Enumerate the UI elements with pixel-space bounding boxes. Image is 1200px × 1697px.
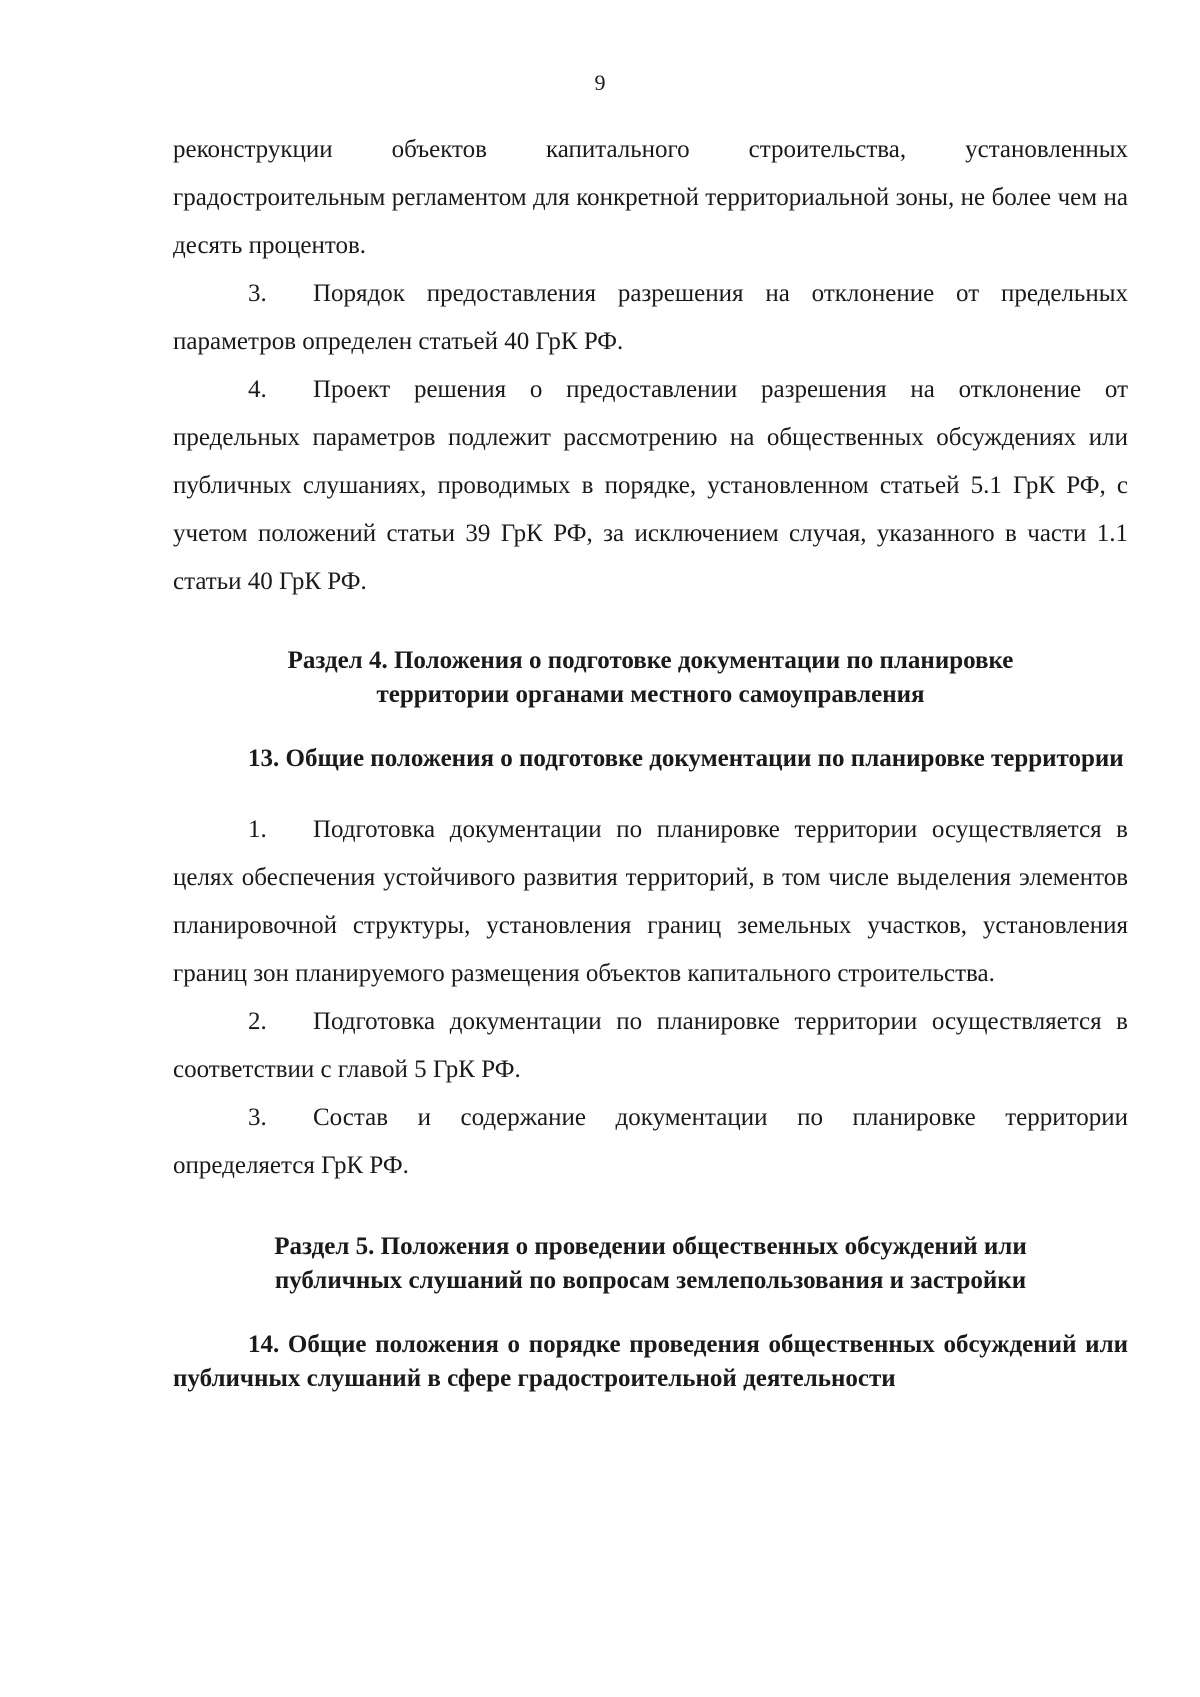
list-item-number: 1. — [248, 816, 267, 843]
article-13-title: 13. Общие положения о подготовке документации по планировке территории — [248, 745, 1124, 772]
section-5-title — [173, 1230, 1128, 1298]
section-4-title — [173, 644, 1128, 712]
article-13-item-2 — [173, 998, 1128, 1094]
list-item-number: 3. — [248, 1104, 267, 1131]
list-item-number: 2. — [248, 1008, 267, 1035]
section-4-title-line1: Раздел 4. Положения о подготовке документации по планировке — [287, 647, 1014, 674]
article-13-item-1 — [173, 806, 1128, 998]
list-item-number: 3. — [248, 280, 267, 307]
paragraph-continuation: реконструкции объектов капитального строительства, установленных градостроительным регламентом для конкретной территориальной зоны, не более чем на десять процентов. — [173, 136, 1128, 259]
list-item-text: Состав и содержание документации по планировке территории определяется ГрК РФ. — [173, 1104, 1128, 1179]
list-item-text: Проект решения о предоставлении разрешения на отклонение от предельных параметров подлежит рассмотрению на общественных обсуждениях или публичных слушаниях, проводимых в порядке, установленном статьей 5.1 ГрК РФ, с учетом положений статьи 39 ГрК РФ, за исключением случая, указанного в части 1.1 статьи 40 ГрК РФ. — [173, 376, 1128, 595]
section-5-title-line1: Раздел 5. Положения о проведении общественных обсуждений или — [274, 1233, 1027, 1260]
list-item-text: Порядок предоставления разрешения на отклонение от предельных параметров определен статьей 40 ГрК РФ. — [173, 280, 1128, 355]
page-number: 9 — [594, 70, 606, 95]
list-item-3 — [173, 270, 1128, 366]
document-body — [173, 126, 1128, 1396]
list-item-number: 4. — [248, 376, 267, 403]
article-13-item-3 — [173, 1094, 1128, 1190]
article-14-title: 14. Общие положения о порядке проведения общественных обсуждений или публичных слушаний в сфере градостроительной деятельности — [173, 1331, 1128, 1392]
section-4-title-line2: территории органами местного самоуправления — [376, 681, 925, 708]
list-item-text: Подготовка документации по планировке территории осуществляется в соответствии с главой 5 ГрК РФ. — [173, 1008, 1128, 1083]
section-5-title-line2: публичных слушаний по вопросам землепользования и застройки — [274, 1267, 1027, 1294]
list-item-4 — [173, 366, 1128, 606]
list-item-text: Подготовка документации по планировке территории осуществляется в целях обеспечения устойчивого развития территорий, в том числе выделения элементов планировочной структуры, установления границ земельных участков, установления границ зон планируемого размещения объектов капитального строительства. — [173, 816, 1128, 987]
